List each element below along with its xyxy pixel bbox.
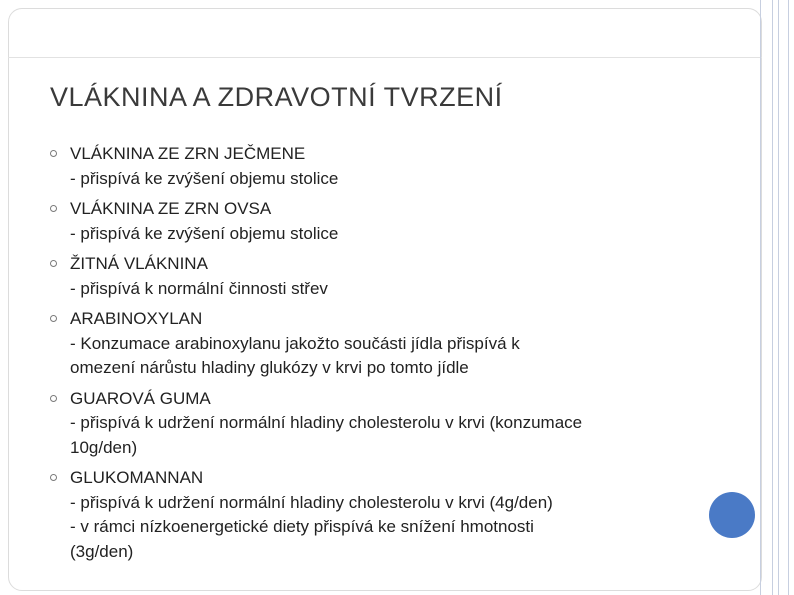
slide-title: VLÁKNINA A ZDRAVOTNÍ TVRZENÍ [50,82,503,112]
decorative-rule [772,0,773,595]
decorative-rule [788,0,789,595]
item-text: (3g/den) [70,541,134,561]
list-item [50,142,730,191]
item-text: - přispívá ke zvýšení objemu stolice [70,223,339,243]
item-text: - přispívá k udržení normální hladiny cholesterolu v krvi (4g/den) [70,492,553,512]
item-text: - přispívá k normální činnosti střev [70,278,328,298]
bullet-list [50,142,730,570]
item-heading: ARABINOXYLAN [70,309,203,328]
item-heading: ŽITNÁ VLÁKNINA [70,254,208,273]
item-heading: GLUKOMANNAN [70,468,204,487]
list-item [50,307,730,381]
list-item [50,387,730,461]
list-item [50,197,730,246]
list-item [50,466,730,564]
accent-circle [709,492,755,538]
bullet-icon [50,260,57,267]
bullet-icon [50,150,57,157]
bullet-icon [50,205,57,212]
decorative-rules [754,0,794,595]
item-heading: VLÁKNINA ZE ZRN JEČMENE [70,144,306,163]
bullet-icon [50,395,57,402]
decorative-rule [760,0,761,595]
bullet-icon [50,315,57,322]
item-heading: VLÁKNINA ZE ZRN OVSA [70,199,272,218]
title-divider [8,57,762,58]
item-text: - Konzumace arabinoxylanu jakožto součásti jídla přispívá k [70,333,520,353]
item-text: - přispívá k udržení normální hladiny cholesterolu v krvi (konzumace [70,413,583,432]
item-heading: GUAROVÁ GUMA [70,388,211,408]
decorative-rule [778,0,779,595]
item-text: 10g/den) [70,437,138,457]
item-text: - v rámci nízkoenergetické diety přispívá ke snížení hmotnosti [70,517,534,536]
item-text: - přispívá ke zvýšení objemu stolice [70,168,339,188]
list-item [50,252,730,301]
item-text: omezení nárůstu hladiny glukózy v krvi po tomto jídle [70,358,469,377]
bullet-icon [50,474,57,481]
